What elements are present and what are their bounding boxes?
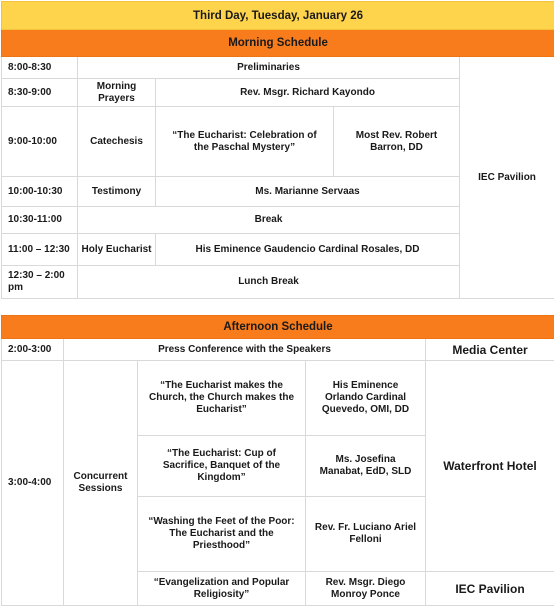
- speaker-cell: Ms. Josefina Manabat, EdD, SLD: [306, 436, 426, 497]
- speaker-cell: His Eminence Gaudencio Cardinal Rosales, DD: [156, 234, 460, 266]
- activity-type-cell: Catechesis: [78, 107, 156, 177]
- time-cell: 10:00-10:30: [2, 177, 78, 207]
- speaker-cell: His Eminence Orlando Cardinal Quevedo, OMI, DD: [306, 361, 426, 436]
- activity-cell: Preliminaries: [78, 57, 460, 79]
- time-cell: 2:00-3:00: [2, 339, 64, 361]
- day-header: Third Day, Tuesday, January 26: [2, 2, 554, 30]
- time-cell: 3:00-4:00: [2, 361, 64, 606]
- press-venue: Media Center: [426, 339, 554, 361]
- time-cell: 9:00-10:00: [2, 107, 78, 177]
- time-cell: 8:00-8:30: [2, 57, 78, 79]
- activity-type-cell: Holy Eucharist: [78, 234, 156, 266]
- morning-venue: IEC Pavilion: [460, 57, 554, 299]
- topic-cell: “The Eucharist makes the Church, the Church makes the Eucharist”: [138, 361, 306, 436]
- topic-cell: “The Eucharist: Celebration of the Paschal Mystery”: [156, 107, 334, 177]
- speaker-cell: Ms. Marianne Servaas: [156, 177, 460, 207]
- time-cell: 11:00 – 12:30: [2, 234, 78, 266]
- activity-type-cell: Testimony: [78, 177, 156, 207]
- time-cell: 12:30 – 2:00 pm: [2, 266, 78, 299]
- afternoon-schedule-table: [1, 315, 554, 606]
- afternoon-schedule-heading: Afternoon Schedule: [2, 316, 554, 339]
- morning-schedule-heading: Morning Schedule: [2, 30, 554, 57]
- topic-cell: “The Eucharist: Cup of Sacrifice, Banquet of the Kingdom”: [138, 436, 306, 497]
- sessions-venue: Waterfront Hotel: [426, 361, 554, 572]
- speaker-cell: Rev. Fr. Luciano Ariel Felloni: [306, 497, 426, 572]
- speaker-cell: Rev. Msgr. Diego Monroy Ponce: [306, 572, 426, 606]
- speaker-cell: Rev. Msgr. Richard Kayondo: [156, 79, 460, 107]
- speaker-cell: Most Rev. Robert Barron, DD: [334, 107, 460, 177]
- time-cell: 8:30-9:00: [2, 79, 78, 107]
- morning-schedule-table: [1, 1, 554, 299]
- activity-type-cell: Concurrent Sessions: [64, 361, 138, 606]
- activity-cell: Break: [78, 207, 460, 234]
- topic-cell: “Washing the Feet of the Poor: The Eucharist and the Priesthood”: [138, 497, 306, 572]
- activity-cell: Press Conference with the Speakers: [64, 339, 426, 361]
- time-cell: 10:30-11:00: [2, 207, 78, 234]
- topic-cell: “Evangelization and Popular Religiosity”: [138, 572, 306, 606]
- last-session-venue: IEC Pavilion: [426, 572, 554, 606]
- activity-type-cell: Morning Prayers: [78, 79, 156, 107]
- activity-cell: Lunch Break: [78, 266, 460, 299]
